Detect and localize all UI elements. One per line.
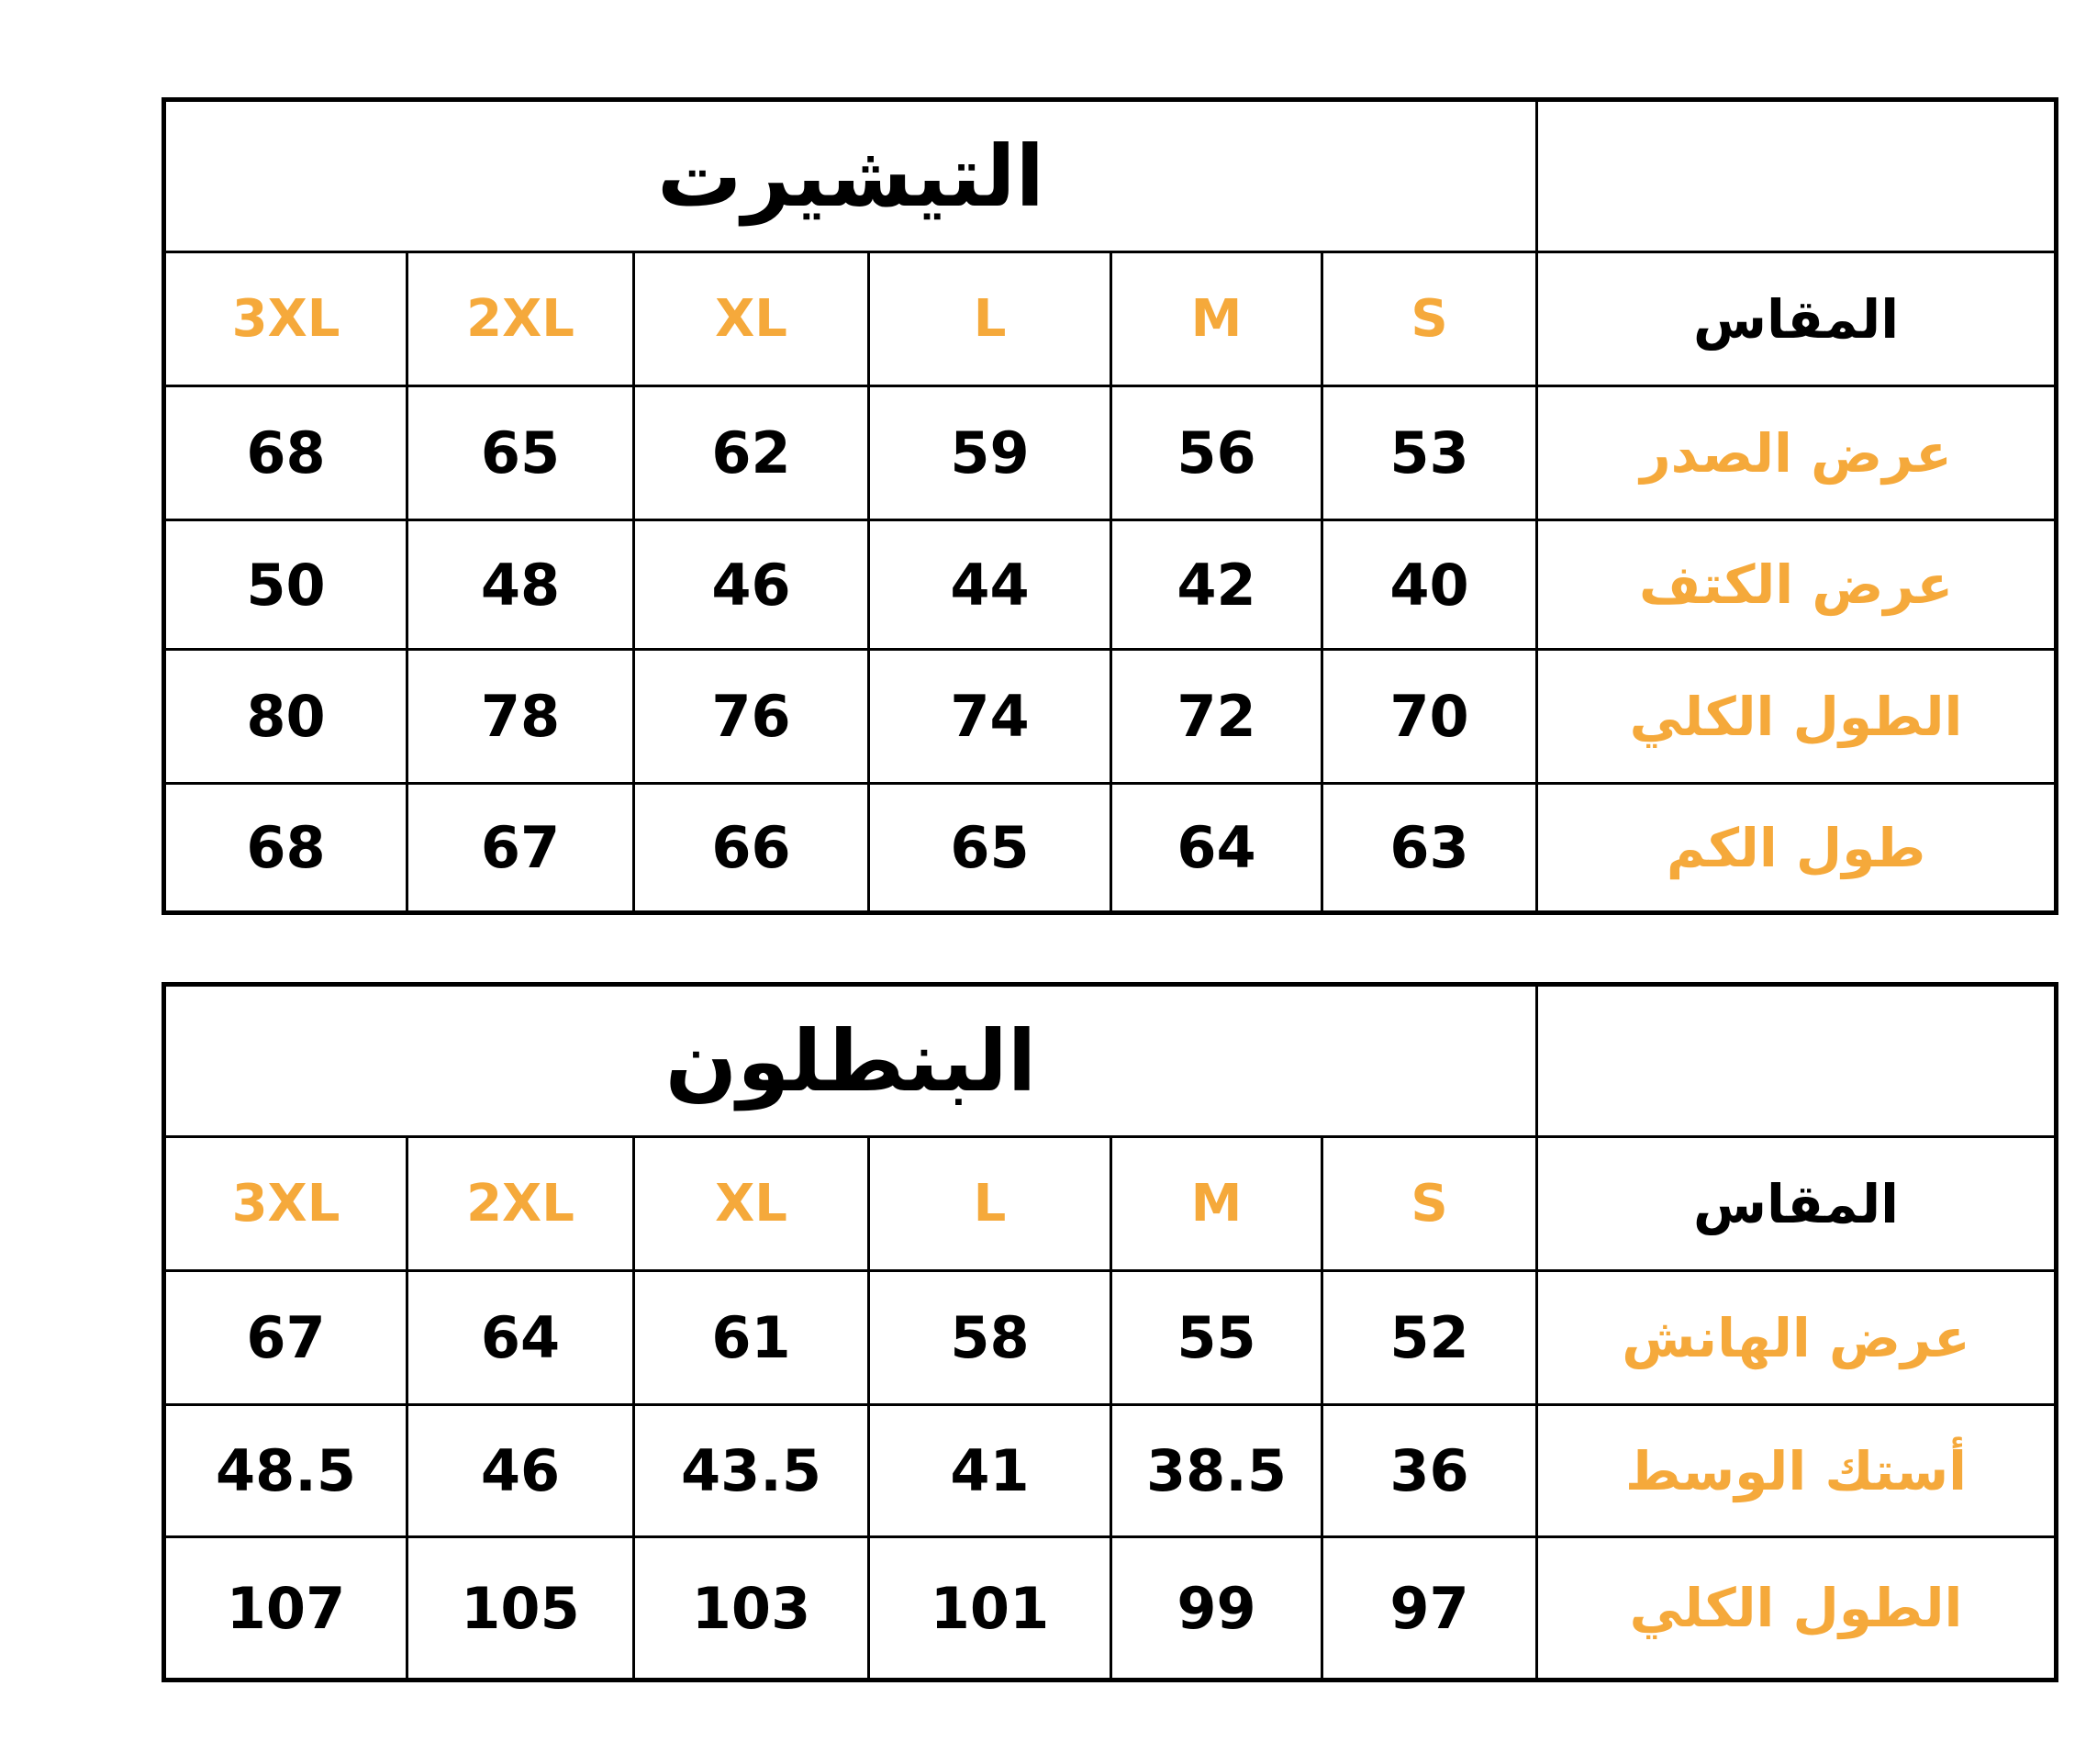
header-row xyxy=(164,252,2057,386)
row-label: عرض الصدر xyxy=(1537,386,2057,520)
size-s: S xyxy=(1322,252,1537,386)
value-cell: 56 xyxy=(1111,386,1322,520)
size-header-label: المقاس xyxy=(1537,252,2057,386)
value-cell: 74 xyxy=(869,650,1111,784)
size-l: L xyxy=(869,1137,1111,1271)
value-cell: 63 xyxy=(1322,784,1537,913)
row-label: الطول الكلي xyxy=(1537,1537,2057,1680)
value-cell: 65 xyxy=(407,386,634,520)
value-cell: 62 xyxy=(634,386,869,520)
corner-cell xyxy=(1537,100,2057,252)
value-cell: 64 xyxy=(1111,784,1322,913)
table-row xyxy=(164,386,2057,520)
tshirt-size-table xyxy=(162,97,2058,915)
size-l: L xyxy=(869,252,1111,386)
value-cell: 99 xyxy=(1111,1537,1322,1680)
row-label: عرض الهانش xyxy=(1537,1271,2057,1405)
value-cell: 68 xyxy=(164,386,407,520)
row-label: عرض الكتف xyxy=(1537,520,2057,650)
value-cell: 42 xyxy=(1111,520,1322,650)
value-cell: 59 xyxy=(869,386,1111,520)
value-cell: 38.5 xyxy=(1111,1405,1322,1537)
value-cell: 44 xyxy=(869,520,1111,650)
value-cell: 78 xyxy=(407,650,634,784)
header-row xyxy=(164,1137,2057,1271)
row-label: طول الكم xyxy=(1537,784,2057,913)
value-cell: 43.5 xyxy=(634,1405,869,1537)
table-row xyxy=(164,784,2057,913)
value-cell: 50 xyxy=(164,520,407,650)
table-row xyxy=(164,520,2057,650)
row-label: أستك الوسط xyxy=(1537,1405,2057,1537)
size-m: M xyxy=(1111,252,1322,386)
value-cell: 41 xyxy=(869,1405,1111,1537)
table-row xyxy=(164,1537,2057,1680)
table-title: التيشيرت xyxy=(164,100,1537,252)
size-3xl: 3XL xyxy=(164,1137,407,1271)
pants-size-table xyxy=(162,982,2058,1682)
value-cell: 61 xyxy=(634,1271,869,1405)
value-cell: 40 xyxy=(1322,520,1537,650)
value-cell: 101 xyxy=(869,1537,1111,1680)
table-row xyxy=(164,1405,2057,1537)
value-cell: 76 xyxy=(634,650,869,784)
title-row xyxy=(164,100,2057,252)
size-header-label: المقاس xyxy=(1537,1137,2057,1271)
size-xl: XL xyxy=(634,1137,869,1271)
value-cell: 36 xyxy=(1322,1405,1537,1537)
table-title: البنطلون xyxy=(164,985,1537,1137)
value-cell: 105 xyxy=(407,1537,634,1680)
value-cell: 64 xyxy=(407,1271,634,1405)
size-s: S xyxy=(1322,1137,1537,1271)
value-cell: 53 xyxy=(1322,386,1537,520)
size-2xl: 2XL xyxy=(407,252,634,386)
value-cell: 46 xyxy=(407,1405,634,1537)
value-cell: 46 xyxy=(634,520,869,650)
value-cell: 67 xyxy=(164,1271,407,1405)
size-3xl: 3XL xyxy=(164,252,407,386)
size-xl: XL xyxy=(634,252,869,386)
table-row xyxy=(164,650,2057,784)
value-cell: 103 xyxy=(634,1537,869,1680)
size-m: M xyxy=(1111,1137,1322,1271)
value-cell: 58 xyxy=(869,1271,1111,1405)
value-cell: 48.5 xyxy=(164,1405,407,1537)
value-cell: 97 xyxy=(1322,1537,1537,1680)
value-cell: 70 xyxy=(1322,650,1537,784)
value-cell: 72 xyxy=(1111,650,1322,784)
value-cell: 80 xyxy=(164,650,407,784)
value-cell: 52 xyxy=(1322,1271,1537,1405)
size-2xl: 2XL xyxy=(407,1137,634,1271)
value-cell: 55 xyxy=(1111,1271,1322,1405)
row-label: الطول الكلي xyxy=(1537,650,2057,784)
corner-cell xyxy=(1537,985,2057,1137)
value-cell: 68 xyxy=(164,784,407,913)
value-cell: 67 xyxy=(407,784,634,913)
value-cell: 107 xyxy=(164,1537,407,1680)
table-row xyxy=(164,1271,2057,1405)
title-row xyxy=(164,985,2057,1137)
value-cell: 66 xyxy=(634,784,869,913)
value-cell: 48 xyxy=(407,520,634,650)
value-cell: 65 xyxy=(869,784,1111,913)
